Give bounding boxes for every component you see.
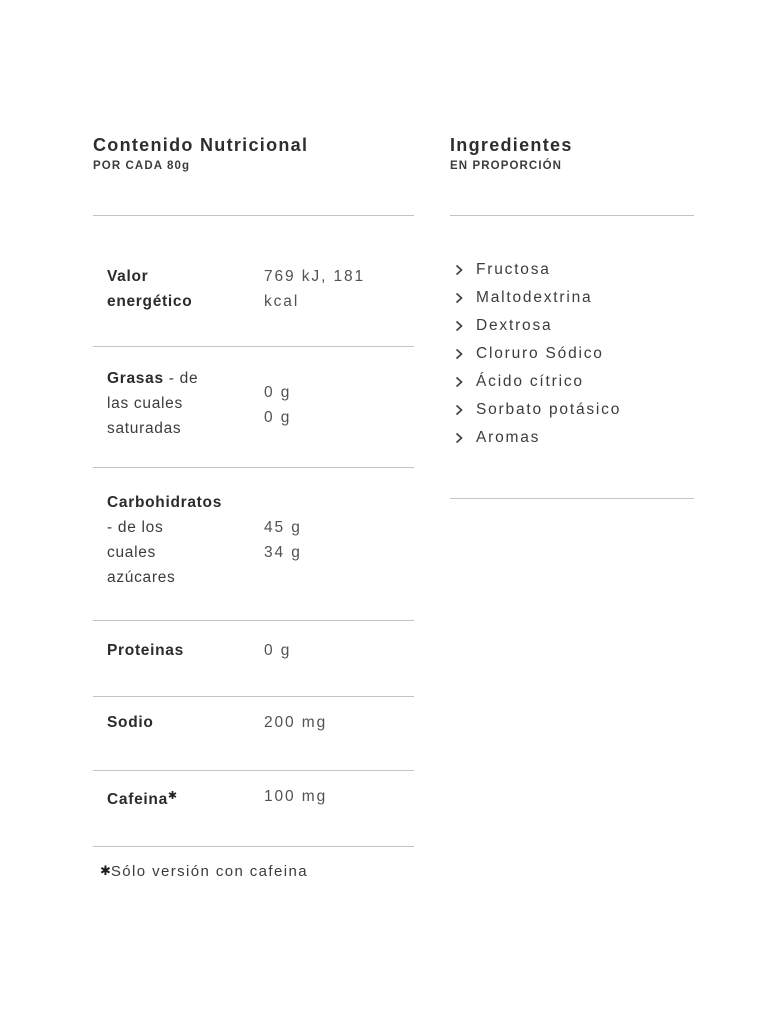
row-value: 0 g 0 g (264, 384, 292, 426)
chevron-right-icon (455, 404, 476, 416)
row-value: 45 g 34 g (264, 519, 302, 561)
row-value: 200 mg (264, 714, 328, 731)
table-row-sodio (93, 697, 414, 770)
nutrition-title: Contenido Nutricional (93, 135, 309, 155)
list-item: Maltodextrina (455, 284, 694, 312)
row-label: Grasas - de las cuales saturadas (107, 370, 199, 437)
chevron-right-icon (455, 292, 476, 304)
row-label: Sodio (107, 714, 154, 731)
row-value: 100 mg (264, 788, 328, 805)
row-value: 769 kJ, 181 kcal (264, 268, 366, 310)
list-item: Fructosa (455, 256, 694, 284)
nutrition-serving-size: POR CADA 80g (93, 160, 191, 172)
ingredients-title: Ingredientes (450, 135, 573, 155)
chevron-right-icon (455, 348, 476, 360)
chevron-right-icon (455, 432, 476, 444)
chevron-right-icon (455, 264, 476, 276)
list-item: Sorbato potásico (455, 396, 694, 424)
row-label: Proteinas (107, 642, 184, 659)
ingredients-subtitle: EN PROPORCIÓN (450, 160, 563, 172)
chevron-right-icon (455, 376, 476, 388)
asterisk-icon: ✱ (100, 863, 111, 878)
caffeine-footnote: ✱Sólo versión con cafeina (100, 863, 308, 880)
table-row-proteinas (93, 621, 414, 696)
chevron-right-icon (455, 320, 476, 332)
table-row-cafeina (93, 771, 414, 846)
ingredients-header (450, 134, 694, 215)
nutrition-panel (93, 134, 414, 880)
ingredients-list (450, 216, 694, 498)
list-item: Ácido cítrico (455, 368, 694, 396)
ingredients-panel (450, 134, 694, 499)
list-item: Dextrosa (455, 312, 694, 340)
row-label: Carbohidratos - de los cuales azúcares (107, 494, 223, 586)
row-label: Cafeina✱ (107, 790, 178, 808)
row-label: Valor energético (107, 268, 193, 310)
table-row-valor-energetico (93, 216, 414, 346)
table-row-grasas (93, 347, 414, 467)
divider (450, 498, 694, 499)
list-item: Aromas (455, 424, 694, 452)
list-item: Cloruro Sódico (455, 340, 694, 368)
row-value: 0 g (264, 642, 292, 659)
table-row-carbohidratos (93, 468, 414, 620)
asterisk-icon: ✱ (167, 790, 178, 802)
nutrition-header (93, 134, 414, 215)
